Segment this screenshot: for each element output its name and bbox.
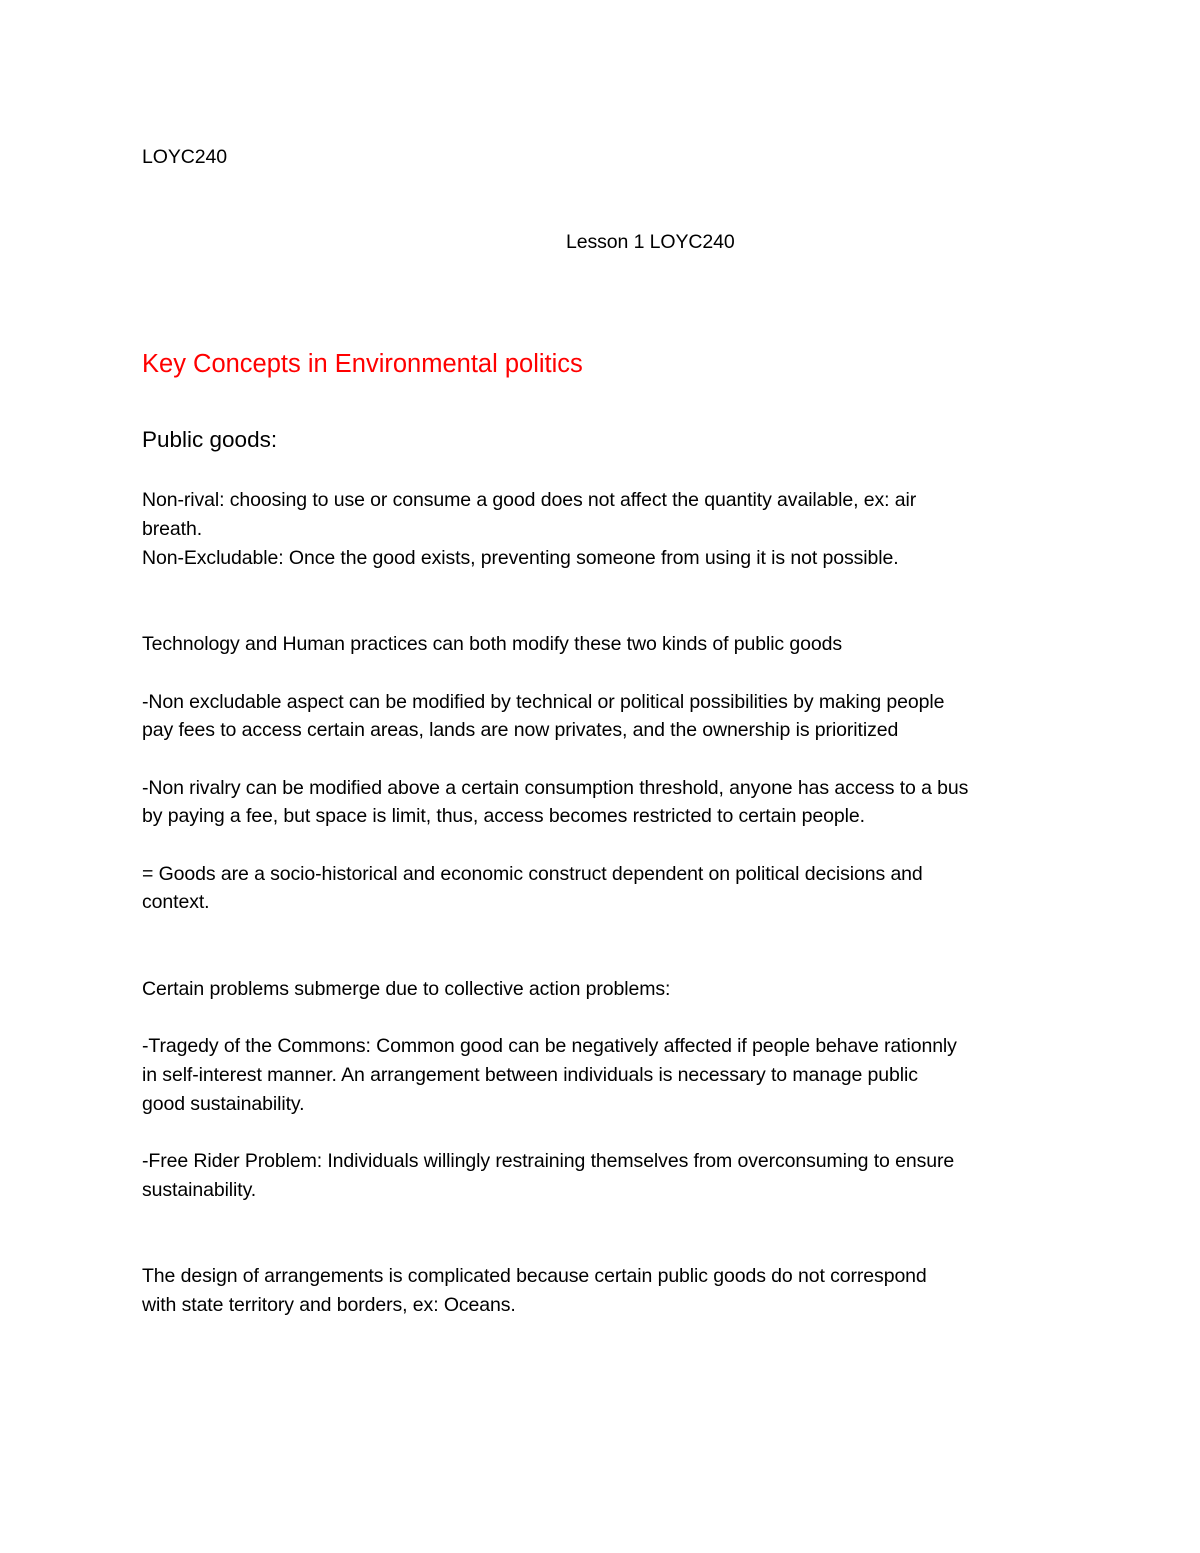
paragraph-line: The design of arrangements is complicated because certain public goods do not correspond <box>142 1265 927 1287</box>
public-goods-subheading: Public goods: <box>142 427 278 452</box>
paragraph-line: Non-Excludable: Once the good exists, preventing someone from using it is not possible. <box>142 547 899 569</box>
paragraph-line: with state territory and borders, ex: Oceans. <box>142 1294 516 1316</box>
paragraph-line: sustainability. <box>142 1179 257 1201</box>
paragraph-line: context. <box>142 891 210 913</box>
paragraph-line: breath. <box>142 518 203 540</box>
paragraph-line: good sustainability. <box>142 1093 305 1115</box>
paragraph-line: by paying a fee, but space is limit, thus, access becomes restricted to certain people. <box>142 805 865 827</box>
paragraph-line: Technology and Human practices can both modify these two kinds of public goods <box>142 633 843 655</box>
paragraph-line: pay fees to access certain areas, lands are now privates, and the ownership is prioritized <box>142 719 899 741</box>
paragraph-line: Certain problems submerge due to collective action problems: <box>142 978 671 1000</box>
paragraph-line: -Tragedy of the Commons: Common good can be negatively affected if people behave rationnly <box>142 1035 957 1057</box>
paragraph-line: -Non rivalry can be modified above a certain consumption threshold, anyone has access to a bus <box>142 777 969 799</box>
paragraph-line: -Free Rider Problem: Individuals willingly restraining themselves from overconsuming to ensure <box>142 1150 955 1172</box>
paragraph-line: -Non excludable aspect can be modified by technical or political possibilities by making people <box>142 691 945 713</box>
lesson-title: Lesson 1 LOYC240 <box>566 231 735 253</box>
section-heading: Key Concepts in Environmental politics <box>142 350 583 378</box>
header-course-code: LOYC240 <box>142 146 227 168</box>
paragraph-line: in self-interest manner. An arrangement between individuals is necessary to manage public <box>142 1064 918 1086</box>
paragraph-line: Non-rival: choosing to use or consume a good does not affect the quantity available, ex: air <box>142 489 917 511</box>
paragraph-line: = Goods are a socio-historical and economic construct dependent on political decisions and <box>142 863 923 885</box>
